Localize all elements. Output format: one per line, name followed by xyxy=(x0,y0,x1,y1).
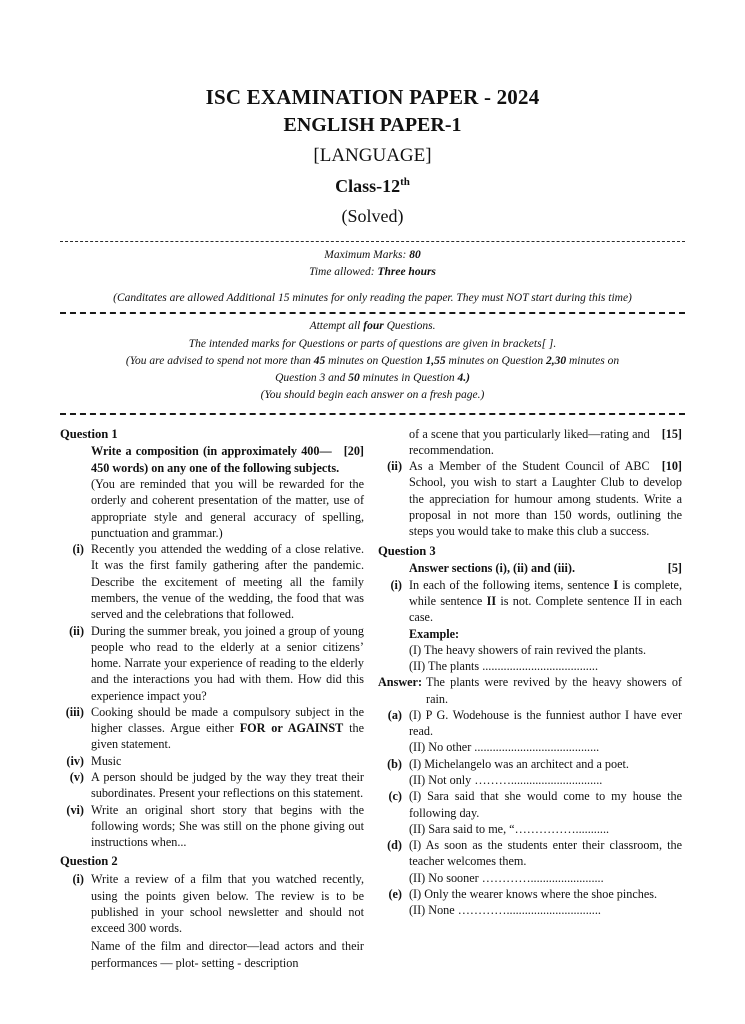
question-3-item-i-part-a: In each of the following items, sentence xyxy=(409,577,614,592)
question-1-item-marker: (iv) xyxy=(66,753,84,768)
solved-tag: (Solved) xyxy=(341,205,404,226)
question-3-item-i-text xyxy=(409,577,682,626)
instruction-1-emphasis: four xyxy=(363,320,384,333)
question-3-sub-sentence-two: (II) Sara said to me, “……………........... xyxy=(409,821,610,836)
question-3-sub-sentence-two: (II) No sooner …………........................ xyxy=(409,870,604,885)
question-1-note: (You are reminded that you will be rewarded for the orderly and coherent presentation of the matter, use of appropriate style and general accuracy of spelling, punctuation and grammar.) xyxy=(91,476,364,540)
instruction-4-q4: 4.) xyxy=(457,372,470,385)
question-2-item-ii-body: As a Member of the Student Council of ABC School, you wish to start a Laughter Club to develop the appreciation for humour among students. Write a proposal in not more than 150 words, outlining the steps you would take to make this club a success. xyxy=(409,459,682,539)
instruction-3-q2: 2, xyxy=(545,354,555,367)
example-answer xyxy=(378,674,682,707)
instruction-1-part-c: Questions. xyxy=(383,320,436,333)
question-2-item-i-marks: [15] xyxy=(661,426,682,441)
instruction-line-3 xyxy=(60,353,685,370)
list-item xyxy=(378,886,682,902)
question-3-prompt-text: Answer sections (i), (ii) and (iii). xyxy=(409,561,575,576)
instruction-3-minutes-q1: 45 xyxy=(313,354,326,367)
maximum-marks-value: 80 xyxy=(409,249,421,262)
reading-time-note: (Canditates are allowed Additional 15 minutes for only reading the paper. They must NOT start during this time) xyxy=(113,292,632,305)
instruction-4-minutes-q4: 50 xyxy=(348,372,360,385)
class-label: Class-12 xyxy=(335,176,401,197)
question-2-item-i-text: Write a review of a film that you watched recently, using the points given below. The review is to be published in your school newsletter and should not exceed 300 words. xyxy=(91,872,364,936)
list-item xyxy=(378,756,682,772)
question-3-prompt xyxy=(409,560,682,576)
question-1-item-text: A person should be judged by the way they treat their subordinates. Present your reflections on this statement. xyxy=(91,770,364,801)
question-3-sub-sentence-two: (II) None …………............................... xyxy=(409,903,601,918)
instruction-3-part-i: minutes on xyxy=(566,354,620,367)
question-2-item-i-points: Name of the film and director—lead actors and their performances — plot- setting - description xyxy=(91,939,364,970)
list-item xyxy=(60,704,364,753)
question-1-item-text-part-a: Cooking should be made a compulsory subject in the higher classes. Argue either xyxy=(91,704,364,736)
right-column xyxy=(378,426,682,971)
question-3-item-i-marker: (i) xyxy=(390,577,402,592)
list-item xyxy=(60,871,364,936)
list-item xyxy=(378,707,682,740)
question-2-item-i-marker: (i) xyxy=(72,872,84,887)
instruction-4-part-c: minutes in Question xyxy=(359,372,458,385)
question-3-sub-sentence-two: (II) Not only ……….............................. xyxy=(409,773,603,788)
question-3-sub-sentence-one: (I) P G. Wodehouse is the funniest author I have ever read. xyxy=(409,707,682,739)
question-3-item-i-part-c: is not. Complete sentence II in each case. xyxy=(409,593,682,625)
spacer xyxy=(60,281,685,290)
instruction-3-part-c: minutes on Question xyxy=(325,354,426,367)
body-columns xyxy=(60,426,685,971)
question-3-heading: Question 3 xyxy=(378,543,436,558)
question-1-item-marker: (ii) xyxy=(69,623,84,638)
question-1-prompt-text: Write a composition (in approximately 400— 450 words) on any one of the following subjects. xyxy=(91,444,340,475)
question-3-marks: [5] xyxy=(667,561,682,576)
sentence-roman-one: I xyxy=(613,577,619,592)
question-2-item-ii-marker: (ii) xyxy=(387,459,402,474)
maximum-marks-label: Maximum Marks: xyxy=(324,249,407,262)
question-3-item-i-part-b: is complete, while sentence xyxy=(409,577,682,608)
question-2-item-i-points-continued xyxy=(409,426,682,459)
exam-info-block xyxy=(60,242,685,307)
question-3-sub-marker: (a) xyxy=(387,707,402,722)
instruction-line-1 xyxy=(60,318,685,335)
answer-text: The plants were revived by the heavy showers of rain. xyxy=(426,675,682,706)
example-label xyxy=(409,626,682,642)
question-2-heading: Question 2 xyxy=(60,854,118,869)
question-1-item-text: Write an original short story that begins with the following words; She was still on the phone giving out instructions when... xyxy=(91,802,364,850)
list-item xyxy=(378,577,682,626)
list-item xyxy=(60,541,364,622)
list-item xyxy=(378,458,682,539)
list-item xyxy=(60,769,364,802)
question-1-marks: [20] xyxy=(343,444,364,459)
general-instructions-block xyxy=(60,314,685,407)
question-1-heading: Question 1 xyxy=(60,426,118,441)
instruction-3-part-f: minutes on Question xyxy=(445,354,546,367)
maximum-marks-line xyxy=(60,247,685,264)
question-3-sub-sentence-one: (I) As soon as the students enter their classroom, the teacher welcomes them. xyxy=(409,838,682,869)
question-1-item-marker: (vi) xyxy=(66,802,84,817)
instruction-line-2: The intended marks for Questions or parts of questions are given in brackets[ ]. xyxy=(188,337,557,350)
question-1-prompt xyxy=(91,443,364,476)
instruction-3-minutes-q3: 30 xyxy=(554,354,567,367)
question-1-item-emphasis: FOR or AGAINST xyxy=(239,721,344,736)
list-item xyxy=(60,753,364,769)
question-3-sub-marker: (b) xyxy=(387,756,402,771)
question-1-item-text-part-b: the given statement. xyxy=(91,721,364,752)
instruction-3-q1: 1, xyxy=(425,354,435,367)
answer-label: Answer: xyxy=(378,675,423,690)
title-block xyxy=(60,0,685,230)
left-column xyxy=(60,426,364,971)
instruction-3-part-a: (You are advised to spend not more than xyxy=(125,354,314,367)
time-allowed-value: Three hours xyxy=(377,266,436,279)
list-item xyxy=(60,623,364,704)
instruction-line-4 xyxy=(60,370,685,387)
page-title: ISC EXAMINATION PAPER - 2024 xyxy=(205,85,540,109)
paper-class xyxy=(60,172,685,201)
instruction-4-part-a: Question 3 and xyxy=(275,372,349,385)
question-1-item-text: Recently you attended the wedding of a close relative. It was the first family gathering after the pandemic. Describe the excitement of meeting all the family members, the venue of the wedding, the food that was served and the celebrations that followed. xyxy=(91,542,364,622)
instruction-line-5: (You should begin each answer on a fresh page.) xyxy=(260,389,485,402)
list-item xyxy=(378,788,682,821)
question-3-sub-marker: (c) xyxy=(388,789,402,804)
question-1-item-marker: (i) xyxy=(72,542,84,557)
example-sentence-one: (I) The heavy showers of rain revived the plants. xyxy=(409,642,647,657)
question-3-sub-sentence-two: (II) No other ......................................... xyxy=(409,740,600,755)
question-1-item-text: During the summer break, you joined a group of young people who read to the elderly at a senior citizens’ home. Narrate your experience of reading to the elderly and the interactions you had with them. How did this experience impact you? xyxy=(91,623,364,703)
question-3-sub-sentence-one: (I) Sara said that she would come to my house the following day. xyxy=(409,789,682,820)
divider-bottom xyxy=(60,413,685,415)
instruction-1-part-a: Attempt all xyxy=(309,320,364,333)
question-3-sub-marker: (e) xyxy=(388,887,402,902)
question-1-item-text xyxy=(91,704,364,753)
question-2-item-i-points-text: of a scene that you particularly liked—rating and recommendation. xyxy=(409,426,650,457)
instruction-3-minutes-q2: 55 xyxy=(434,354,446,367)
question-1-item-marker: (v) xyxy=(69,770,84,785)
paper-language-tag: [LANGUAGE] xyxy=(313,144,432,166)
list-item xyxy=(60,802,364,851)
question-3-sub-sentence-one: (I) Michelangelo was an architect and a poet. xyxy=(409,756,629,771)
list-item xyxy=(378,837,682,870)
question-2-item-ii-marks: [10] xyxy=(661,459,682,474)
example-label-text: Example: xyxy=(409,626,460,641)
paper-subtitle: ENGLISH PAPER-1 xyxy=(283,114,462,137)
question-1-item-text: Music xyxy=(91,753,122,768)
question-3-sub-marker: (d) xyxy=(387,838,402,853)
sentence-roman-two: II xyxy=(486,593,497,608)
question-3-sub-sentence-one: (I) Only the wearer knows where the shoe pinches. xyxy=(409,887,658,902)
time-allowed-label: Time allowed: xyxy=(309,266,375,279)
question-2-item-ii-text xyxy=(409,458,682,539)
class-ordinal-suffix: th xyxy=(400,176,410,189)
question-1-item-marker: (iii) xyxy=(65,704,84,719)
example-sentence-two: (II) The plants ...................................... xyxy=(409,659,598,674)
time-allowed-line xyxy=(60,264,685,281)
